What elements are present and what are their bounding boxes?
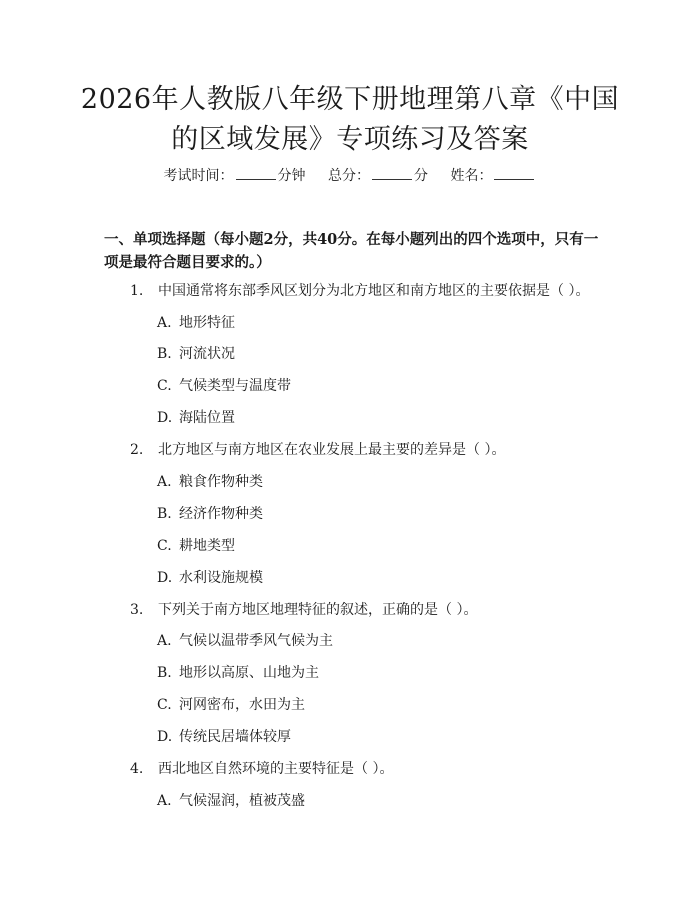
question xyxy=(130,281,630,301)
score-blank xyxy=(372,167,412,180)
option-text: 气候湿润，植被茂盛 xyxy=(179,793,305,809)
score-label: 总分： xyxy=(328,168,370,184)
option-text: 地形以高原、山地为主 xyxy=(179,665,319,681)
option xyxy=(157,408,607,428)
option-letter: C. xyxy=(157,378,172,394)
option-text: 地形特征 xyxy=(179,315,235,331)
page-title xyxy=(60,80,640,160)
option xyxy=(157,631,607,651)
option xyxy=(157,504,607,524)
option-letter: B. xyxy=(157,346,172,362)
option-text: 耕地类型 xyxy=(179,538,235,554)
option-letter: B. xyxy=(157,506,172,522)
exam-meta xyxy=(0,166,700,186)
question-number: 2. xyxy=(130,442,144,458)
option-letter: A. xyxy=(157,474,172,490)
option xyxy=(157,536,607,556)
question-number: 3. xyxy=(130,602,144,618)
question xyxy=(130,440,630,460)
time-blank xyxy=(236,167,276,180)
option-text: 气候以温带季风气候为主 xyxy=(179,633,333,649)
section-header: 一、单项选择题（每小题2分，共40分。在每小题列出的四个选项中，只有一项是最符合题目要求的。） xyxy=(104,231,599,271)
option xyxy=(157,663,607,683)
title-line-2: 的区域发展》专项练习及答案 xyxy=(171,124,529,155)
option-letter: A. xyxy=(157,793,172,809)
option-text: 经济作物种类 xyxy=(179,506,263,522)
score-unit: 分 xyxy=(414,168,428,184)
option-letter: B. xyxy=(157,665,172,681)
option-letter: D. xyxy=(157,729,173,745)
option xyxy=(157,791,607,811)
title-line-1: 2026年人教版八年级下册地理第八章《中国 xyxy=(80,84,620,115)
option-text: 水利设施规模 xyxy=(179,570,263,586)
time-unit: 分钟 xyxy=(277,168,306,184)
exam-score xyxy=(328,166,428,186)
question-text: 北方地区与南方地区在农业发展上最主要的差异是（ ）。 xyxy=(158,442,506,458)
option-text: 河流状况 xyxy=(179,346,235,362)
option xyxy=(157,568,607,588)
option-letter: A. xyxy=(157,315,172,331)
question xyxy=(130,759,630,779)
name-label: 姓名： xyxy=(450,168,493,184)
question-text: 西北地区自然环境的主要特征是（ ）。 xyxy=(158,761,394,777)
option-text: 海陆位置 xyxy=(179,410,235,426)
time-label: 考试时间： xyxy=(163,168,234,184)
name-blank xyxy=(494,167,534,180)
option-text: 传统民居墙体较厚 xyxy=(179,729,291,745)
question-number: 4. xyxy=(130,761,144,777)
question-number: 1. xyxy=(130,283,144,299)
question-text: 下列关于南方地区地理特征的叙述，正确的是（ ）。 xyxy=(158,602,478,618)
option-letter: A. xyxy=(157,633,172,649)
option-text: 河网密布，水田为主 xyxy=(179,697,305,713)
exam-time xyxy=(164,166,306,186)
option-text: 气候类型与温度带 xyxy=(179,378,291,394)
exam-name xyxy=(450,166,536,186)
question xyxy=(130,600,630,620)
option xyxy=(157,695,607,715)
option-letter: D. xyxy=(157,570,173,586)
option-letter: C. xyxy=(157,697,172,713)
option xyxy=(157,344,607,364)
option xyxy=(157,727,607,747)
option-letter: C. xyxy=(157,538,172,554)
option xyxy=(157,376,607,396)
option-letter: D. xyxy=(157,410,173,426)
option xyxy=(157,313,607,333)
option-text: 粮食作物种类 xyxy=(179,474,263,490)
option xyxy=(157,472,607,492)
question-text: 中国通常将东部季风区划分为北方地区和南方地区的主要依据是（ ）。 xyxy=(158,283,590,299)
